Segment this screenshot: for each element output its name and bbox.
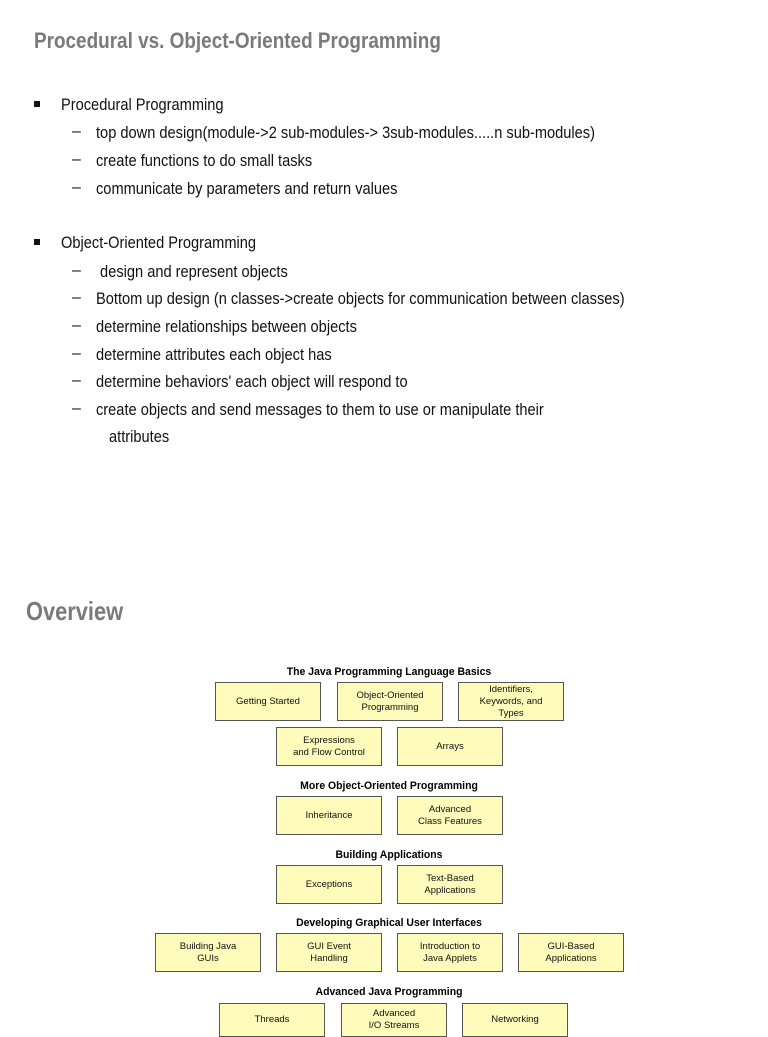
bullet-icon <box>34 101 40 107</box>
list-item: design and represent objects <box>96 262 288 281</box>
list-item: determine relationships between objects <box>96 317 357 336</box>
diagram-box: Arrays <box>397 727 503 766</box>
diagram-box: Text-Based Applications <box>397 865 503 904</box>
list-item: create functions to do small tasks <box>96 151 313 170</box>
dash-icon: – <box>72 372 81 389</box>
diagram-box: Identifiers, Keywords, and Types <box>458 682 564 721</box>
slide-title: Procedural vs. Object-Oriented Programming <box>34 28 441 53</box>
section-heading-procedural: Procedural Programming <box>61 95 224 114</box>
list-item-continuation: attributes <box>109 427 170 446</box>
diagram-group-heading: More Object-Oriented Programming <box>300 780 478 792</box>
diagram-box: Getting Started <box>215 682 321 721</box>
dash-icon: – <box>72 262 81 279</box>
diagram-box: Threads <box>219 1003 325 1037</box>
diagram-group-heading: Advanced Java Programming <box>315 986 463 998</box>
diagram-box: Expressions and Flow Control <box>276 727 382 766</box>
diagram-box: Advanced I/O Streams <box>341 1003 447 1037</box>
list-item: Bottom up design (n classes->create objects for communication between classes) <box>96 289 625 308</box>
diagram-box: GUI Event Handling <box>276 933 382 972</box>
diagram-box: Advanced Class Features <box>397 796 503 835</box>
dash-icon: – <box>72 400 81 417</box>
diagram-box: Networking <box>462 1003 568 1037</box>
diagram-box: Building Java GUIs <box>155 933 261 972</box>
diagram-box: Exceptions <box>276 865 382 904</box>
section-heading-oop: Object-Oriented Programming <box>61 233 257 252</box>
bullet-icon <box>34 239 40 245</box>
list-item: top down design(module->2 sub-modules-> 3sub-modules.....n sub-modules) <box>96 123 595 142</box>
diagram-box: Introduction to Java Applets <box>397 933 503 972</box>
diagram-box: Object-Oriented Programming <box>337 682 443 721</box>
diagram-group-heading: Developing Graphical User Interfaces <box>296 917 482 929</box>
list-item: communicate by parameters and return values <box>96 179 398 198</box>
list-item: determine behaviors' each object will respond to <box>96 372 408 391</box>
diagram-group-heading: Building Applications <box>335 849 443 861</box>
dash-icon: – <box>72 317 81 334</box>
list-item: determine attributes each object has <box>96 345 332 364</box>
dash-icon: – <box>72 151 81 168</box>
dash-icon: – <box>72 289 81 306</box>
overview-title: Overview <box>26 596 124 626</box>
list-item: create objects and send messages to them to use or manipulate their <box>96 400 544 419</box>
dash-icon: – <box>72 123 81 140</box>
diagram-box: Inheritance <box>276 796 382 835</box>
dash-icon: – <box>72 345 81 362</box>
dash-icon: – <box>72 179 81 196</box>
diagram-box: GUI-Based Applications <box>518 933 624 972</box>
diagram-group-heading: The Java Programming Language Basics <box>286 666 492 678</box>
